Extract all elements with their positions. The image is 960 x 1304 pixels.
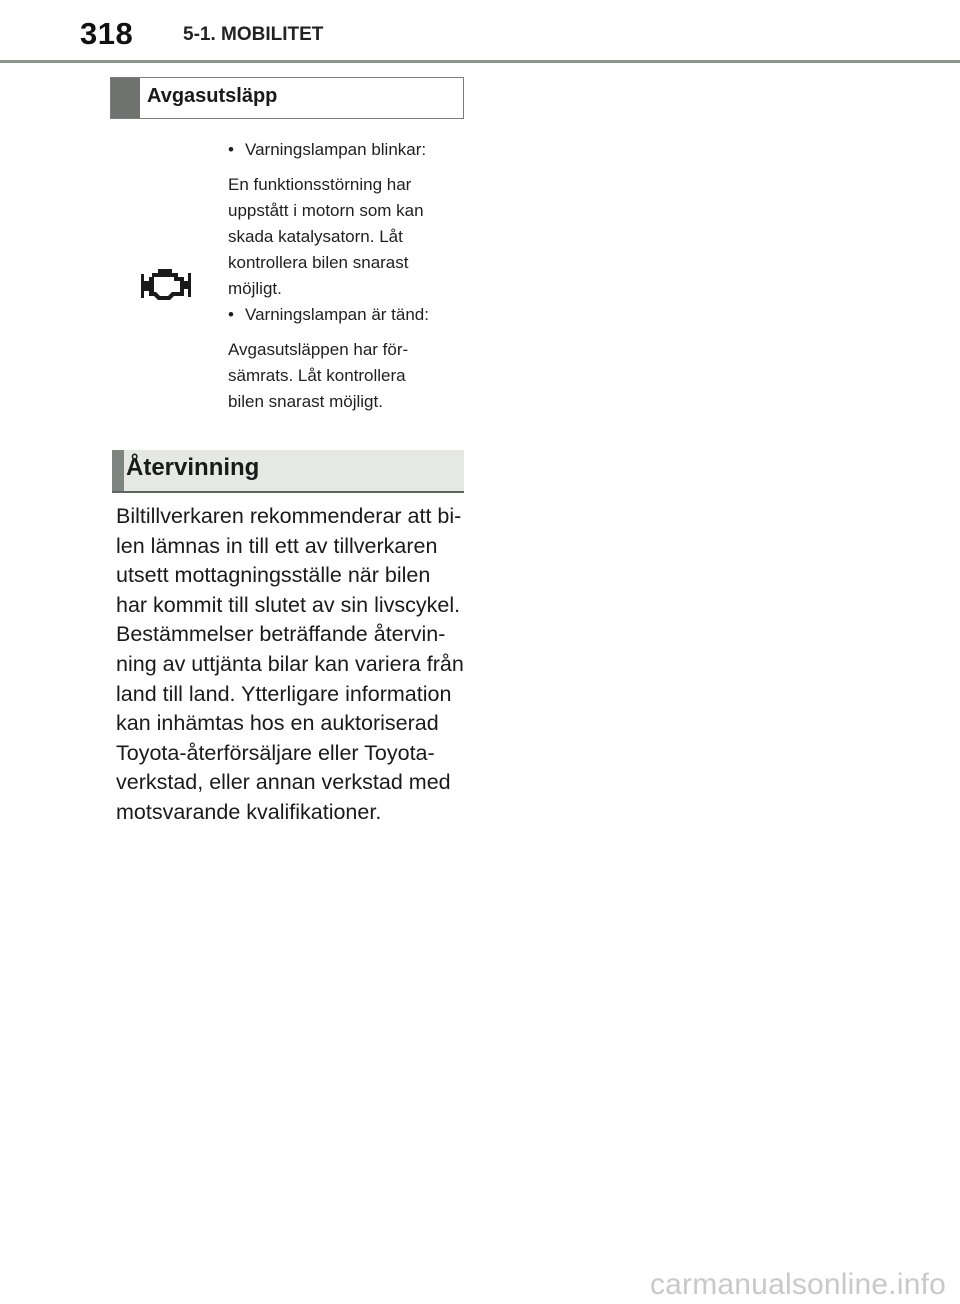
watermark: carmanualsonline.info	[649, 1268, 946, 1301]
emissions-table	[110, 77, 464, 414]
body-line: ning av uttjänta bilar kan variera från	[116, 651, 464, 676]
body-line: land till land. Ytterligare information	[116, 681, 452, 706]
body-line: Toyota-återförsäljare eller Toyota-	[116, 740, 435, 765]
emissions-heading: Avgasutsläpp	[147, 85, 278, 107]
header-accent-bar	[112, 450, 124, 492]
list-item: • Varningslampan är tänd:	[228, 302, 468, 328]
description-line: uppstått i motorn som kan	[228, 201, 424, 220]
section-title: 5-1. MOBILITET	[183, 24, 324, 45]
description-line: skada katalysatorn. Låt	[228, 227, 403, 246]
body-line: har kommit till slutet av sin livscykel.	[116, 592, 461, 617]
description-line: sämrats. Låt kontrollera	[228, 366, 406, 385]
list-item: • Varningslampan blinkar:	[228, 137, 468, 163]
header-underline	[112, 491, 464, 493]
description-line: kontrollera bilen snarast	[228, 253, 409, 272]
body-line: motsvarande kvalifikationer.	[116, 799, 382, 824]
body-line: Biltillverkaren rekommenderar att bi-	[116, 504, 462, 528]
description-line: möjligt.	[228, 279, 282, 298]
page-header	[0, 0, 960, 64]
body-line: utsett mottagningsställe när bilen	[116, 563, 431, 588]
description-line: En funktionsstörning har	[228, 175, 412, 194]
body-line: Bestämmelser beträffande återvin-	[116, 622, 446, 647]
engine-check-icon	[140, 267, 192, 303]
body-line: len lämnas in till ett av tillverkaren	[116, 533, 438, 558]
description-line: bilen snarast möjligt.	[228, 392, 383, 411]
recycling-section-header	[112, 450, 464, 492]
header-accent-bar	[111, 78, 140, 118]
body-line: verkstad, eller annan verkstad med	[116, 770, 451, 795]
body-line: kan inhämtas hos en auktoriserad	[116, 711, 439, 736]
recycling-heading: Återvinning	[126, 454, 260, 481]
description-line: Avgasutsläppen har för-	[228, 340, 409, 359]
page-number: 318	[80, 16, 134, 51]
header-divider	[0, 60, 960, 63]
emissions-description	[228, 137, 468, 415]
recycling-body	[116, 502, 468, 828]
emissions-table-header	[110, 77, 464, 119]
